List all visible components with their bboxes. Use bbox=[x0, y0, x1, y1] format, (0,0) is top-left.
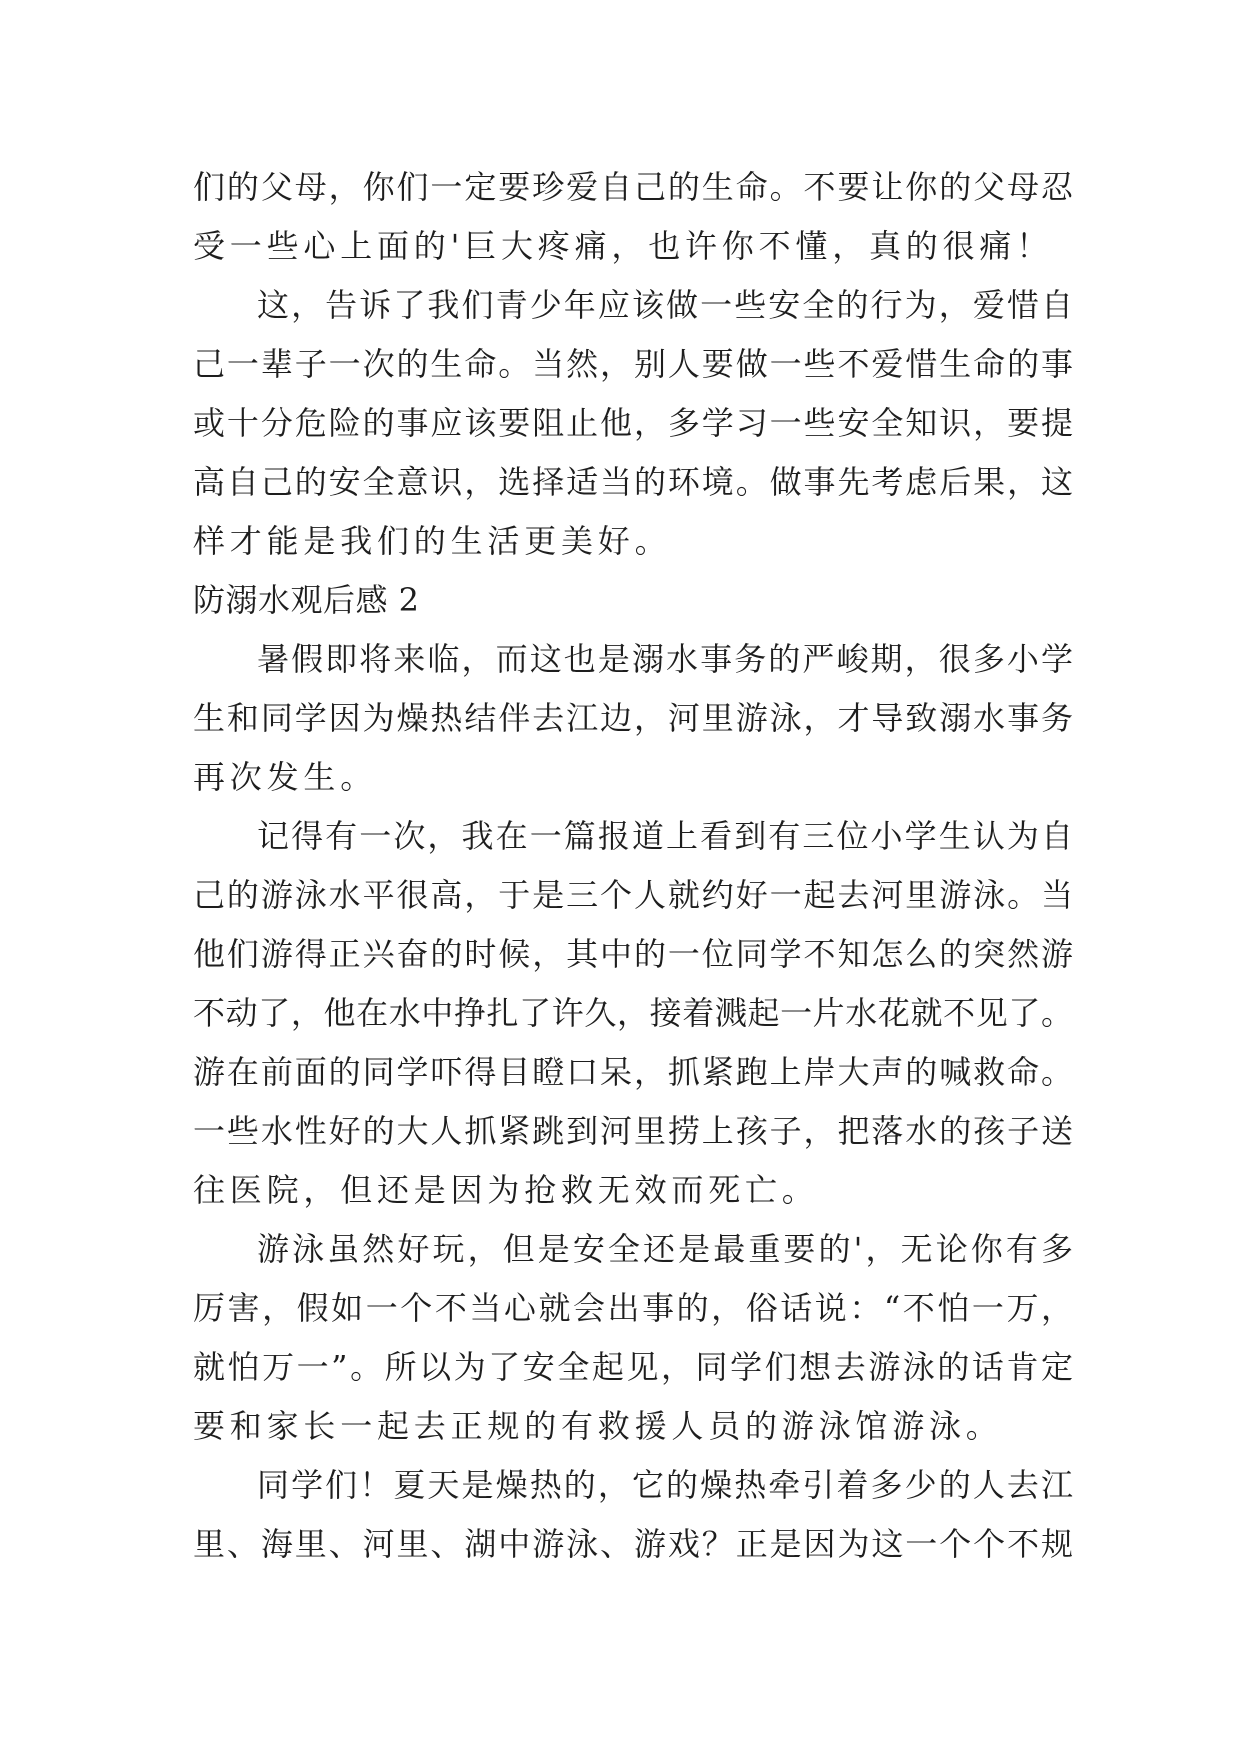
text-line: 一些水性好的大人抓紧跳到河里捞上孩子，把落水的孩子送 bbox=[193, 1112, 1073, 1150]
text-line: 游泳虽然好玩，但是安全还是最重要的'，无论你有多 bbox=[257, 1230, 1073, 1268]
text-line: 厉害，假如一个不当心就会出事的，俗话说：“不怕一万， bbox=[193, 1289, 1073, 1327]
text-line: 样才能是我们的生活更美好。 bbox=[193, 522, 672, 560]
text-line: 生和同学因为燥热结伴去江边，河里游泳，才导致溺水事务 bbox=[193, 699, 1073, 737]
text-line: 己一辈子一次的生命。当然，别人要做一些不爱惜生命的事 bbox=[193, 345, 1073, 383]
text-line: 就怕万一”。所以为了安全起见，同学们想去游泳的话肯定 bbox=[193, 1348, 1073, 1386]
text-line: 己的游泳水平很高，于是三个人就约好一起去河里游泳。当 bbox=[193, 876, 1073, 914]
text-line: 再次发生。 bbox=[193, 758, 378, 796]
text-line: 游在前面的同学吓得目瞪口呆，抓紧跑上岸大声的喊救命。 bbox=[193, 1053, 1073, 1091]
body-text bbox=[193, 158, 1073, 1574]
text-line: 不动了，他在水中挣扎了许久，接着溅起一片水花就不见了。 bbox=[193, 994, 1073, 1032]
text-line: 要和家长一起去正规的有救援人员的游泳馆游泳。 bbox=[193, 1407, 1003, 1445]
section-heading: 防溺水观后感 2 bbox=[193, 581, 420, 619]
text-line: 同学们！夏天是燥热的，它的燥热牵引着多少的人去江 bbox=[257, 1466, 1073, 1504]
text-line: 或十分危险的事应该要阻止他，多学习一些安全知识，要提 bbox=[193, 404, 1073, 442]
text-line: 记得有一次，我在一篇报道上看到有三位小学生认为自 bbox=[257, 817, 1073, 855]
text-line: 暑假即将来临，而这也是溺水事务的严峻期，很多小学 bbox=[257, 640, 1073, 678]
text-line: 这，告诉了我们青少年应该做一些安全的行为，爱惜自 bbox=[257, 286, 1073, 324]
text-line: 往医院，但还是因为抢救无效而死亡。 bbox=[193, 1171, 819, 1209]
text-line: 里、海里、河里、湖中游泳、游戏？正是因为这一个个不规 bbox=[193, 1525, 1073, 1563]
text-line: 他们游得正兴奋的时候，其中的一位同学不知怎么的突然游 bbox=[193, 935, 1073, 973]
text-line: 们的父母，你们一定要珍爱自己的生命。不要让你的父母忍 bbox=[193, 168, 1073, 206]
text-line: 高自己的安全意识，选择适当的环境。做事先考虑后果，这 bbox=[193, 463, 1073, 501]
text-line: 受一些心上面的'巨大疼痛，也许你不懂，真的很痛！ bbox=[193, 227, 1053, 265]
